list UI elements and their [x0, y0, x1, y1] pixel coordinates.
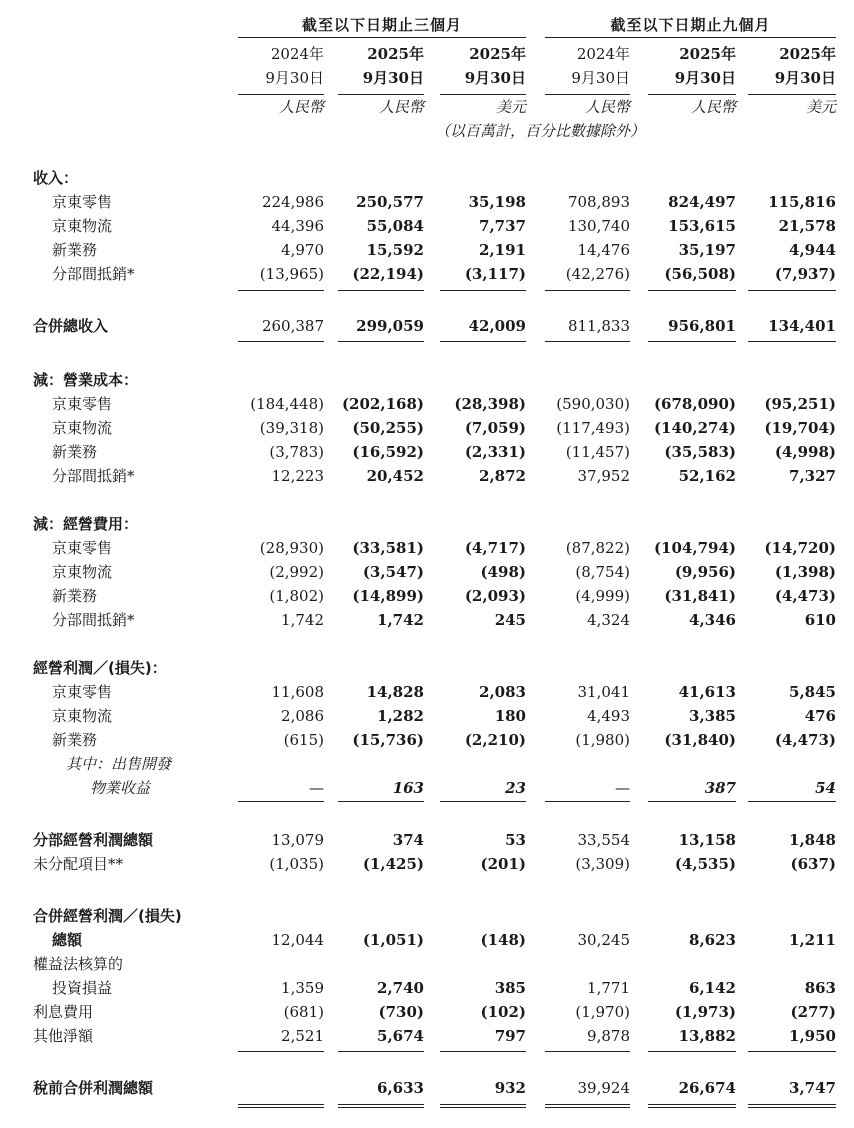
subtotal-rule [440, 341, 526, 342]
subtotal-rule [338, 1051, 424, 1052]
section-heading-revenue [0, 166, 854, 190]
table-row [0, 464, 854, 488]
row-label: 新業務 [52, 241, 98, 259]
cell-value: 1,742 [377, 611, 424, 629]
column-date: 9月30日 [464, 69, 526, 87]
cell-value: (590,030) [556, 395, 630, 413]
section-heading-operating-expenses [0, 512, 854, 536]
cell-value: (56,508) [664, 265, 736, 283]
group-header-nine-months: 截至以下日期止九個月 [610, 16, 771, 34]
cell-value: 26,674 [678, 1079, 736, 1097]
group-header-rule [238, 37, 526, 38]
cell-value: (1,970) [575, 1003, 630, 1021]
cell-value: (3,783) [269, 443, 324, 461]
row-label: 投資損益 [52, 979, 113, 997]
column-date: 9月30日 [265, 69, 324, 87]
column-year: 2025年 [679, 45, 736, 63]
column-date: 9月30日 [674, 69, 736, 87]
cell-value: 4,944 [789, 241, 836, 259]
subtotal-rule [440, 801, 526, 802]
cell-value: 2,086 [281, 707, 324, 725]
cell-value: 811,833 [567, 317, 630, 335]
cell-value: (4,717) [464, 539, 526, 557]
cell-value: (148) [480, 931, 526, 949]
cell-value: 708,893 [567, 193, 630, 211]
column-year: 2024年 [270, 45, 324, 63]
total-row-income-before-tax [0, 1076, 854, 1100]
row-label: 收入： [33, 169, 79, 187]
section-heading-operating-income [0, 656, 854, 680]
cell-value: (87,822) [565, 539, 630, 557]
table-row [0, 976, 854, 1000]
cell-value: 245 [494, 611, 526, 629]
cell-value: (2,331) [464, 443, 526, 461]
table-row [0, 262, 854, 286]
cell-value: (11,457) [565, 443, 630, 461]
cell-value: (1,802) [269, 587, 324, 605]
double-total-rule [648, 1104, 736, 1108]
cell-value: 37,952 [577, 467, 630, 485]
cell-value: 2,191 [479, 241, 526, 259]
table-row [0, 852, 854, 876]
cell-value: 3,747 [789, 1079, 836, 1097]
table-row [0, 560, 854, 584]
cell-value: (678,090) [653, 395, 736, 413]
cell-value: 23 [505, 779, 526, 797]
row-label: 京東物流 [52, 707, 113, 725]
table-row [0, 704, 854, 728]
row-label: 分部間抵銷* [52, 265, 135, 283]
cell-value: (201) [480, 855, 526, 873]
total-row-segment-operating-income [0, 828, 854, 852]
cell-value: (15,736) [352, 731, 424, 749]
cell-value: (3,117) [464, 265, 526, 283]
row-label: 經營利潤／(損失)： [33, 659, 167, 677]
column-header-rule [338, 94, 424, 95]
subtotal-rule [545, 290, 630, 291]
cell-value: 130,740 [567, 217, 630, 235]
cell-value: (681) [283, 1003, 324, 1021]
column-header-rule [648, 94, 736, 95]
row-label: 權益法核算的 [33, 955, 124, 973]
cell-value: (4,999) [575, 587, 630, 605]
cell-value: 385 [494, 979, 526, 997]
subtotal-rule [338, 290, 424, 291]
cell-value: (39,318) [259, 419, 324, 437]
row-label: 合併總收入 [33, 317, 109, 335]
subtotal-rule [648, 341, 736, 342]
cell-value: 7,327 [789, 467, 836, 485]
row-label: 京東零售 [52, 395, 113, 413]
cell-value: (2,992) [269, 563, 324, 581]
cell-value: 863 [804, 979, 836, 997]
cell-value: (3,309) [575, 855, 630, 873]
subtotal-rule [648, 801, 736, 802]
cell-value: (35,583) [664, 443, 736, 461]
cell-value: (14,720) [764, 539, 836, 557]
cell-value: (4,473) [774, 587, 836, 605]
cell-value: 260,387 [261, 317, 324, 335]
cell-value: (202,168) [341, 395, 424, 413]
table-row [0, 776, 854, 800]
cell-value: 14,476 [577, 241, 630, 259]
cell-value: 163 [392, 779, 424, 797]
cell-value: 387 [704, 779, 736, 797]
row-label: 利息費用 [33, 1003, 94, 1021]
cell-value: (22,194) [352, 265, 424, 283]
cell-value: (50,255) [352, 419, 424, 437]
table-row [0, 536, 854, 560]
column-header [440, 42, 526, 90]
cell-value: (498) [480, 563, 526, 581]
cell-value: 824,497 [668, 193, 736, 211]
cell-value: 14,828 [366, 683, 424, 701]
table-row [0, 416, 854, 440]
column-year: 2025年 [779, 45, 836, 63]
table-row [0, 608, 854, 632]
row-label: 稅前合併利潤總額 [33, 1079, 154, 1097]
subtotal-rule [748, 341, 836, 342]
cell-value: 932 [494, 1079, 526, 1097]
cell-value: 3,385 [689, 707, 736, 725]
row-label: 分部間抵銷* [52, 611, 135, 629]
cell-value: 134,401 [768, 317, 836, 335]
cell-value: 12,223 [271, 467, 324, 485]
row-label: 京東物流 [52, 217, 113, 235]
cell-value: 610 [804, 611, 836, 629]
table-row [0, 584, 854, 608]
cell-value: (102) [480, 1003, 526, 1021]
column-header [338, 42, 424, 90]
cell-value: 8,623 [689, 931, 736, 949]
cell-value: 35,197 [678, 241, 736, 259]
row-label: 新業務 [52, 587, 98, 605]
cell-value: (7,937) [774, 265, 836, 283]
row-label: 分部間抵銷* [52, 467, 135, 485]
double-total-rule [440, 1104, 526, 1108]
subtotal-rule [748, 1051, 836, 1052]
cell-value: 153,615 [668, 217, 736, 235]
cell-value: (1,035) [269, 855, 324, 873]
table-row [0, 680, 854, 704]
cell-value: 9,878 [587, 1027, 630, 1045]
column-header [748, 42, 836, 90]
cell-value: (184,448) [250, 395, 324, 413]
subtotal-rule [440, 1051, 526, 1052]
cell-value: 41,613 [678, 683, 736, 701]
table-row [0, 392, 854, 416]
cell-value: 13,158 [678, 831, 736, 849]
cell-value: 1,211 [789, 931, 836, 949]
row-label: 京東物流 [52, 563, 113, 581]
total-row-consolidated-revenue [0, 314, 854, 338]
double-total-rule [238, 1104, 324, 1108]
cell-value: (13,965) [259, 265, 324, 283]
cell-value: (33,581) [352, 539, 424, 557]
cell-value: (1,425) [362, 855, 424, 873]
cell-value: (19,704) [764, 419, 836, 437]
cell-value: 44,396 [271, 217, 324, 235]
cell-value: (117,493) [556, 419, 630, 437]
cell-value: (1,051) [362, 931, 424, 949]
column-header-rule [748, 94, 836, 95]
cell-value: 54 [815, 779, 836, 797]
cell-value: 5,845 [789, 683, 836, 701]
cell-value: 115,816 [768, 193, 836, 211]
cell-value: 12,044 [271, 931, 324, 949]
subtotal-rule [545, 341, 630, 342]
cell-value: 42,009 [468, 317, 526, 335]
cell-value: (14,899) [352, 587, 424, 605]
cell-value: 6,142 [689, 979, 736, 997]
row-label: 京東零售 [52, 683, 113, 701]
double-total-rule [545, 1104, 630, 1108]
cell-value: 1,771 [587, 979, 630, 997]
cell-value: (8,754) [575, 563, 630, 581]
cell-value: (4,535) [674, 855, 736, 873]
row-label: 新業務 [52, 731, 98, 749]
cell-value: 299,059 [356, 317, 424, 335]
cell-value: (140,274) [653, 419, 736, 437]
cell-value: 39,924 [577, 1079, 630, 1097]
cell-value: 180 [494, 707, 526, 725]
subtotal-rule [748, 290, 836, 291]
cell-value: — [309, 779, 324, 797]
cell-value: 55,084 [366, 217, 424, 235]
table-row [0, 190, 854, 214]
cell-value: 1,950 [789, 1027, 836, 1045]
cell-value: 1,282 [377, 707, 424, 725]
table-row [0, 238, 854, 262]
cell-value: 5,674 [377, 1027, 424, 1045]
cell-value: 53 [505, 831, 526, 849]
cell-value: (615) [283, 731, 324, 749]
row-label: 物業收益 [90, 779, 151, 797]
table-row [0, 728, 854, 752]
cell-value: (28,930) [259, 539, 324, 557]
row-label: 減：經營費用： [33, 515, 139, 533]
cell-value: 52,162 [678, 467, 736, 485]
cell-value: 1,359 [281, 979, 324, 997]
cell-value: (3,547) [362, 563, 424, 581]
cell-value: 35,198 [468, 193, 526, 211]
subtotal-rule [648, 1051, 736, 1052]
row-label: 總額 [52, 931, 83, 949]
cell-value: (2,093) [464, 587, 526, 605]
cell-value: 13,079 [271, 831, 324, 849]
table-row [0, 1024, 854, 1048]
column-year: 2024年 [576, 45, 630, 63]
subtotal-rule [648, 290, 736, 291]
cell-value: (1,980) [575, 731, 630, 749]
cell-value: 2,083 [479, 683, 526, 701]
column-header [545, 42, 630, 90]
row-label: 新業務 [52, 443, 98, 461]
cell-value: 2,740 [377, 979, 424, 997]
cell-value: 33,554 [577, 831, 630, 849]
row-label: 其他淨額 [33, 1027, 94, 1045]
cell-value: 13,882 [678, 1027, 736, 1045]
cell-value: 250,577 [356, 193, 424, 211]
section-heading-cost-of-revenue [0, 368, 854, 392]
row-label: 未分配項目** [33, 855, 124, 873]
cell-value: 6,633 [377, 1079, 424, 1097]
cell-value: 7,737 [479, 217, 526, 235]
row-label: 減：營業成本： [33, 371, 139, 389]
cell-value: (4,473) [774, 731, 836, 749]
column-date: 9月30日 [571, 69, 630, 87]
cell-value: (4,998) [774, 443, 836, 461]
cell-value: 374 [392, 831, 424, 849]
cell-value: 21,578 [778, 217, 836, 235]
subtotal-rule [238, 1051, 324, 1052]
total-row-consolidated-operating-income [0, 928, 854, 952]
subtotal-rule [238, 290, 324, 291]
cell-value: (637) [790, 855, 836, 873]
cell-value: (1,398) [774, 563, 836, 581]
cell-value: 797 [494, 1027, 526, 1045]
cell-value: (7,059) [464, 419, 526, 437]
cell-value: (28,398) [454, 395, 526, 413]
cell-value: 4,346 [689, 611, 736, 629]
cell-value: (730) [378, 1003, 424, 1021]
group-header-rule [545, 37, 836, 38]
row-label: 京東零售 [52, 539, 113, 557]
column-header [648, 42, 736, 90]
column-currency: 人民幣 [690, 98, 736, 116]
cell-value: (277) [790, 1003, 836, 1021]
cell-value: (1,973) [674, 1003, 736, 1021]
cell-value: (104,794) [653, 539, 736, 557]
column-date: 9月30日 [362, 69, 424, 87]
cell-value: 4,970 [281, 241, 324, 259]
cell-value: 31,041 [577, 683, 630, 701]
table-row [0, 1000, 854, 1024]
row-label: 京東零售 [52, 193, 113, 211]
table-row [0, 952, 854, 976]
column-year: 2025年 [469, 45, 526, 63]
cell-value: 4,493 [587, 707, 630, 725]
cell-value: 15,592 [366, 241, 424, 259]
cell-value: (42,276) [565, 265, 630, 283]
row-label: 合併經營利潤／(損失) [33, 907, 182, 925]
cell-value: 476 [804, 707, 836, 725]
cell-value: 1,742 [281, 611, 324, 629]
table-row [0, 440, 854, 464]
column-header [238, 42, 324, 90]
table-row [0, 214, 854, 238]
cell-value: 1,848 [789, 831, 836, 849]
row-label: 其中：出售開發 [66, 755, 172, 773]
double-total-rule [748, 1104, 836, 1108]
column-currency: 人民幣 [584, 98, 630, 116]
subtotal-rule [238, 801, 324, 802]
section-heading-consolidated-operating-income [0, 904, 854, 928]
cell-value: 11,608 [271, 683, 324, 701]
group-header-three-months: 截至以下日期止三個月 [301, 16, 462, 34]
table-row [0, 752, 854, 776]
column-year: 2025年 [367, 45, 424, 63]
cell-value: 224,986 [261, 193, 324, 211]
unit-note: （以百萬計，百分比數據除外） [434, 122, 645, 140]
column-currency: 美元 [805, 98, 836, 116]
column-currency: 人民幣 [278, 98, 324, 116]
column-currency: 美元 [495, 98, 526, 116]
cell-value: 30,245 [577, 931, 630, 949]
column-header-rule [440, 94, 526, 95]
cell-value: (95,251) [764, 395, 836, 413]
column-header-rule [238, 94, 324, 95]
subtotal-rule [238, 341, 324, 342]
cell-value: (31,840) [664, 731, 736, 749]
column-header-rule [545, 94, 630, 95]
cell-value: 20,452 [366, 467, 424, 485]
column-currency: 人民幣 [378, 98, 424, 116]
cell-value: 956,801 [668, 317, 736, 335]
cell-value: (9,956) [674, 563, 736, 581]
double-total-rule [338, 1104, 424, 1108]
row-label: 分部經營利潤總額 [33, 831, 154, 849]
cell-value: 2,872 [479, 467, 526, 485]
column-date: 9月30日 [774, 69, 836, 87]
cell-value: (16,592) [352, 443, 424, 461]
row-label: 京東物流 [52, 419, 113, 437]
subtotal-rule [545, 801, 630, 802]
subtotal-rule [440, 290, 526, 291]
subtotal-rule [748, 801, 836, 802]
cell-value: (31,841) [664, 587, 736, 605]
cell-value: (2,210) [464, 731, 526, 749]
cell-value: 4,324 [587, 611, 630, 629]
subtotal-rule [338, 341, 424, 342]
cell-value: — [615, 779, 630, 797]
cell-value: 2,521 [281, 1027, 324, 1045]
subtotal-rule [545, 1051, 630, 1052]
subtotal-rule [338, 801, 424, 802]
